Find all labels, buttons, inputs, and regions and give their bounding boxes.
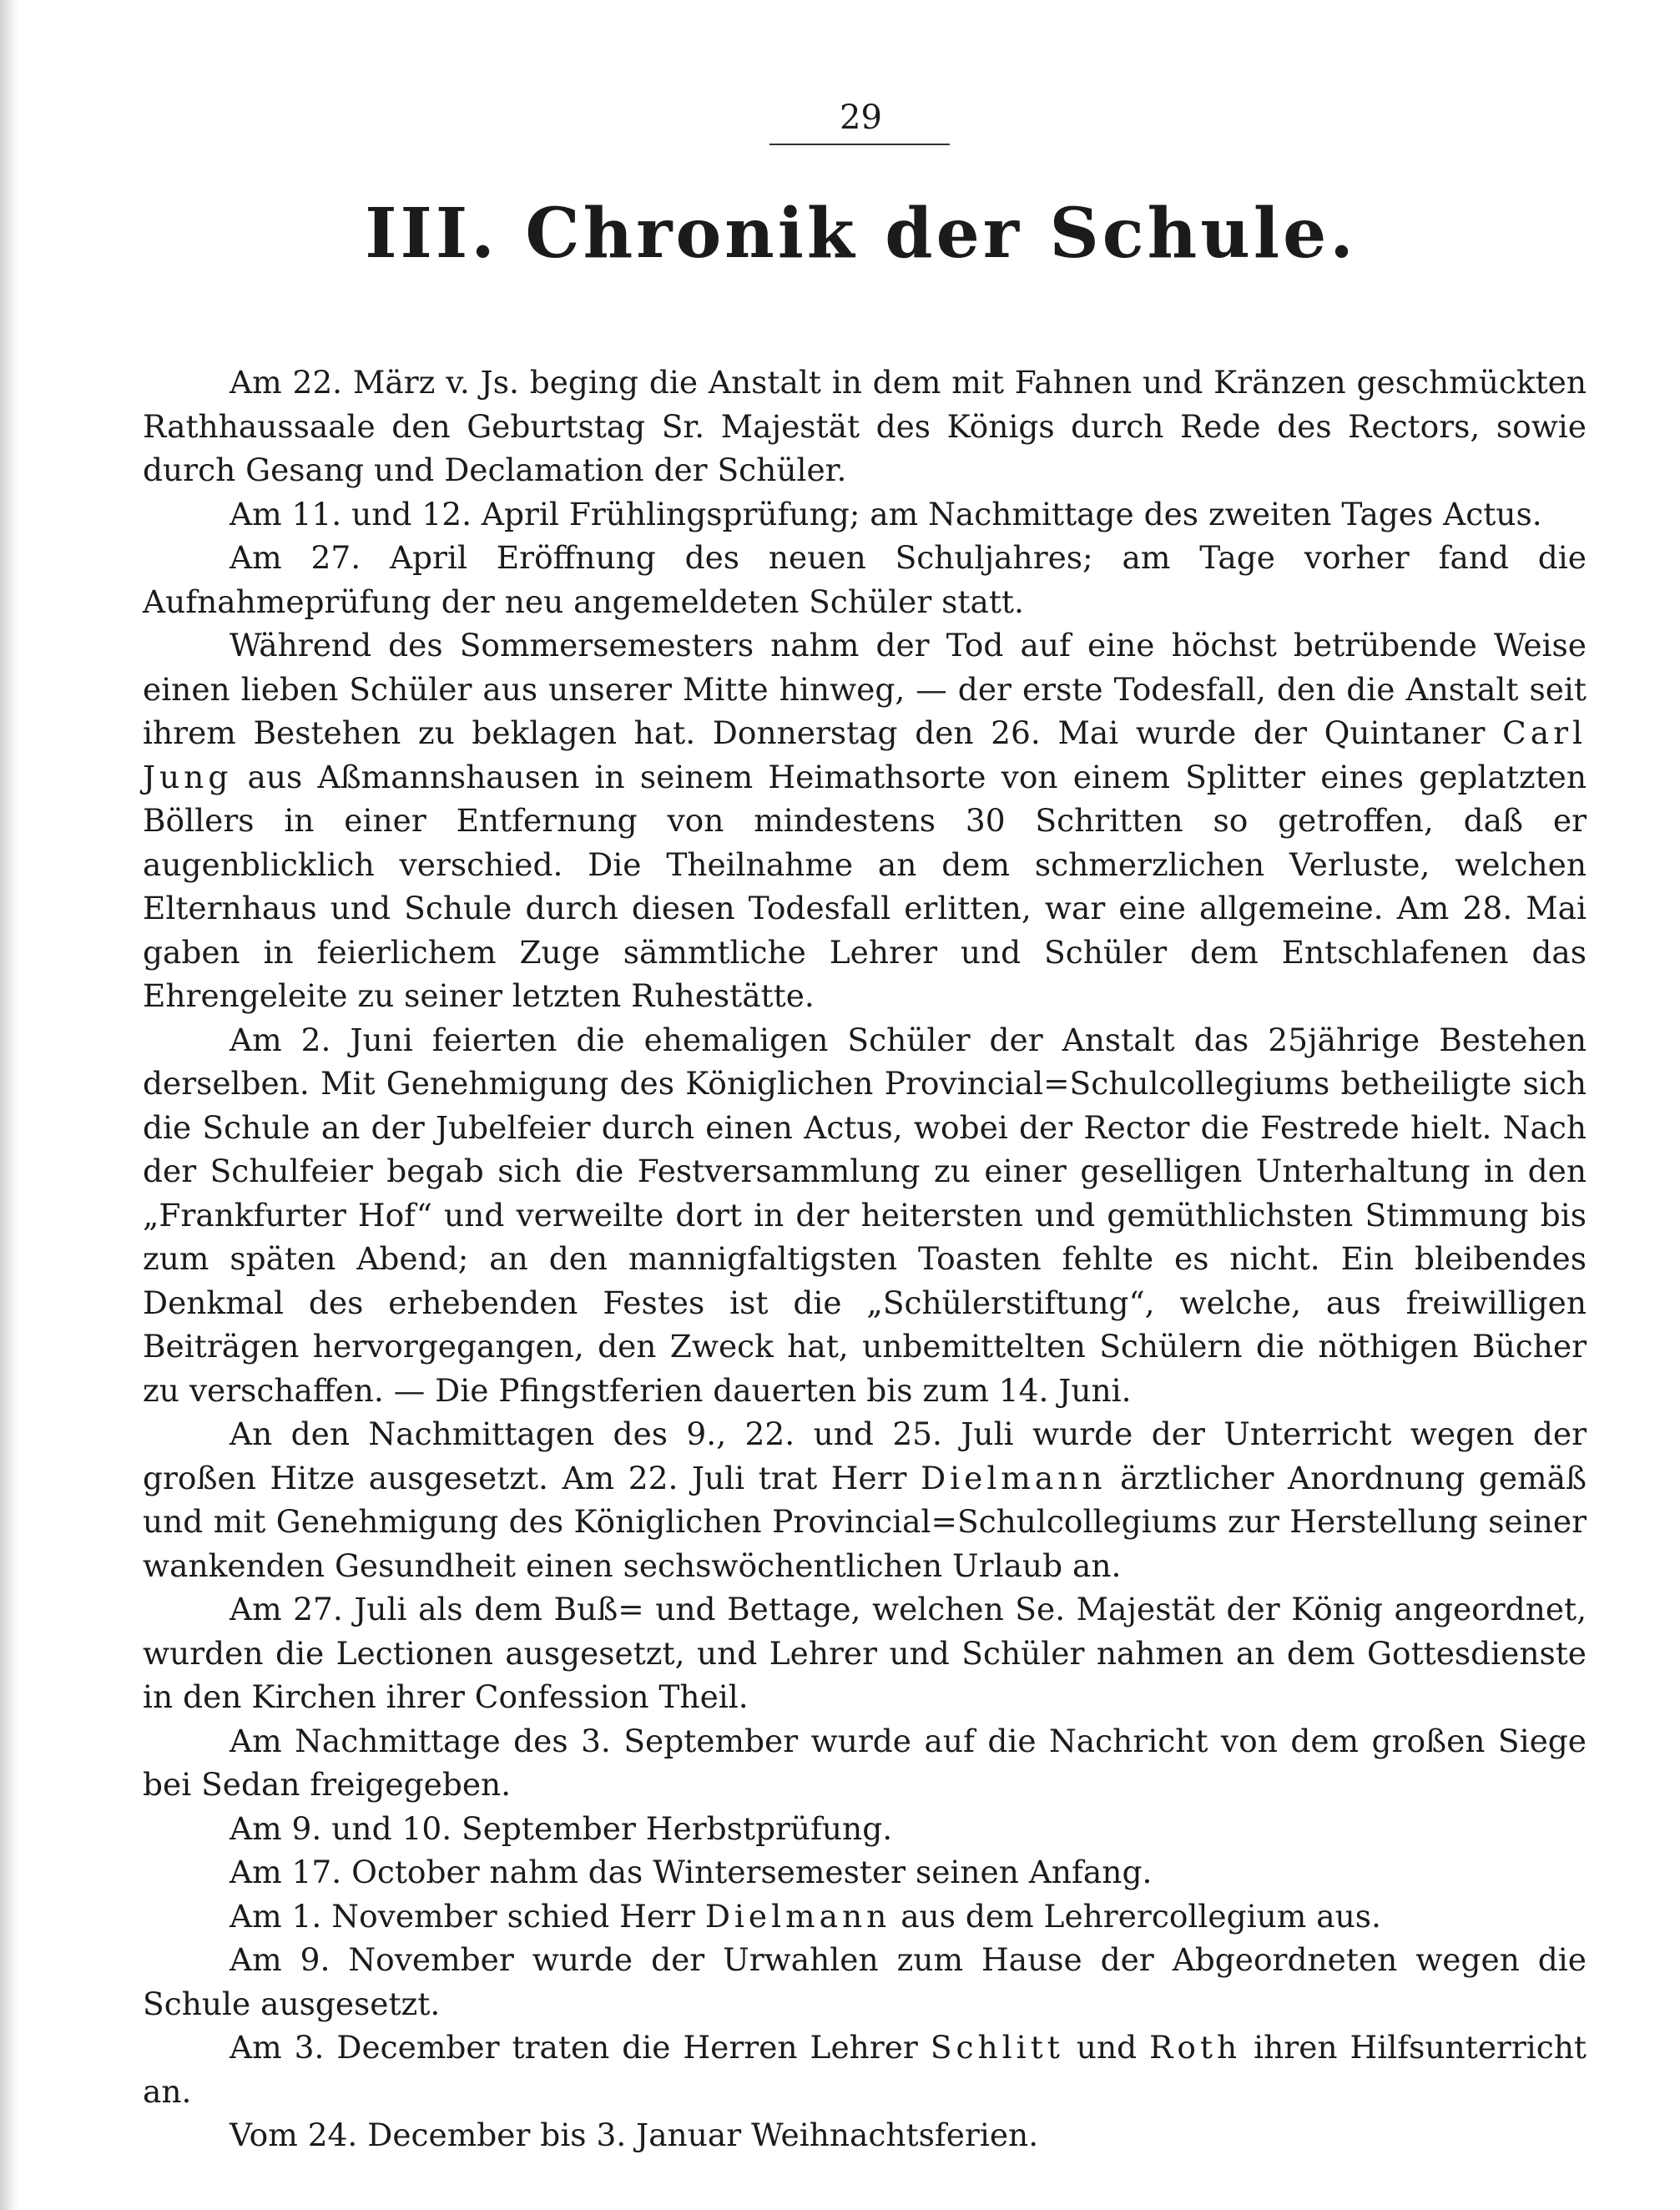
- paragraph-kings-birthday: Am 22. März v. Js. beging die Anstalt in dem mit Fahnen und Kränzen geschmückten Rathhaussaale den Geburtstag Sr. Majestät des Königs durch Rede des Rectors, sowie durch Gesang und Declamation der Schüler.: [143, 364, 1587, 488]
- paragraph-sedan: Am Nachmittage des 3. September wurde auf die Nachricht von dem großen Siege bei Sedan freigegeben.: [143, 1722, 1587, 1803]
- spaced-name: Carl Jung: [143, 714, 1587, 795]
- spaced-name: Dielmann: [921, 1459, 1107, 1496]
- paragraph-student-death: Während des Sommersemesters nahm der Tod auf eine höchst betrübende Weise einen lieben Schüler aus unserer Mitte hinweg, — der erste Todesfall, den die Anstalt seit ihrem Bestehen zu beklagen hat. Donnerstag den 26. Mai wurde der Quintaner Carl Jung aus Aßmannshausen in seinem Heimathsorte von einem Splitter eines geplatzten Böllers in einer Entfernung von mindestens 30 Schritten so getroffen, daß er augenblicklich verschied. Die Theilnahme an dem schmerzlichen Verluste, welchen Elternhaus und Schule durch diesen Todesfall erlitten, war eine allgemeine. Am 28. Mai gaben in feierlichem Zuge sämmtliche Lehrer und Schüler dem Entschlafenen das Ehrengeleite zu seiner letzten Ruhestätte.: [143, 627, 1587, 1014]
- paragraph-autumn-exam: Am 9. und 10. September Herbstprüfung.: [230, 1809, 893, 1847]
- page-edge-shadow: [0, 0, 18, 2210]
- spaced-name: Schlitt: [930, 2029, 1064, 2066]
- paragraph-spring-exam: Am 11. und 12. April Frühlingsprüfung; am Nachmittage des zweiten Tages Actus.: [230, 495, 1542, 532]
- spaced-name: Roth: [1149, 2029, 1242, 2066]
- page-number-rule: [769, 144, 950, 145]
- chronicle-body: [143, 361, 1587, 2157]
- paragraph-school-year-opening: Am 27. April Eröffnung des neuen Schuljahres; am Tage vorher fand die Aufnahmeprüfung der neu angemeldeten Schüler statt.: [143, 539, 1587, 620]
- paragraph-winter-semester: Am 17. October nahm das Wintersemester seinen Anfang.: [230, 1854, 1153, 1890]
- paragraph-election-day: Am 9. November wurde der Urwahlen zum Hause der Abgeordneten wegen die Schule ausgesetzt.: [143, 1941, 1587, 2022]
- paragraph-new-teachers: Am 3. December traten die Herren Lehrer Schlitt und Roth ihren Hilfsunterricht an.: [143, 2029, 1587, 2110]
- paragraph-teacher-departure: Am 1. November schied Herr Dielmann aus dem Lehrercollegium aus.: [230, 1897, 1381, 1935]
- paragraph-christmas-holidays: Vom 24. December bis 3. Januar Weihnachtsferien.: [230, 2117, 1039, 2153]
- chapter-title: III. Chronik der Schule.: [365, 194, 1357, 274]
- spaced-name: Dielmann: [704, 1897, 891, 1935]
- page-number: 29: [840, 98, 882, 137]
- paragraph-day-of-prayer: Am 27. Juli als dem Buß= und Bettage, welchen Se. Majestät der König angeordnet, wurden die Lectionen ausgesetzt, und Lehrer und Schüler nahmen an dem Gottesdienste in den Kirchen ihrer Confession Theil.: [143, 1591, 1587, 1715]
- paragraph-heat-leave: An den Nachmittagen des 9., 22. und 25. Juli wurde der Unterricht wegen der großen Hitze ausgesetzt. Am 22. Juli trat Herr Dielmann ärztlicher Anordnung gemäß und mit Genehmigung des Königlichen Provincial=Schulcollegiums zur Herstellung seiner wankenden Gesundheit einen sechswöchentlichen Urlaub an.: [143, 1415, 1587, 1584]
- paragraph-anniversary: Am 2. Juni feierten die ehemaligen Schüler der Anstalt das 25jährige Bestehen derselben. Mit Genehmigung des Königlichen Provincial=Schulcollegiums betheiligte sich die Schule an der Jubelfeier durch einen Actus, wobei der Rector die Festrede hielt. Nach der Schulfeier begab sich die Festversammlung zu einer geselligen Unterhaltung in den „Frankfurter Hof“ und verweilte dort in der heitersten und gemüthlichsten Stimmung bis zum späten Abend; an den mannigfaltigsten Toasten fehlte es nicht. Ein bleibendes Denkmal des erhebenden Festes ist die „Schülerstiftung“, welche, aus freiwilligen Beiträgen hervorgegangen, den Zweck hat, unbemittelten Schülern die nöthigen Bücher zu verschaffen. — Die Pfingstferien dauerten bis zum 14. Juni.: [143, 1021, 1587, 1409]
